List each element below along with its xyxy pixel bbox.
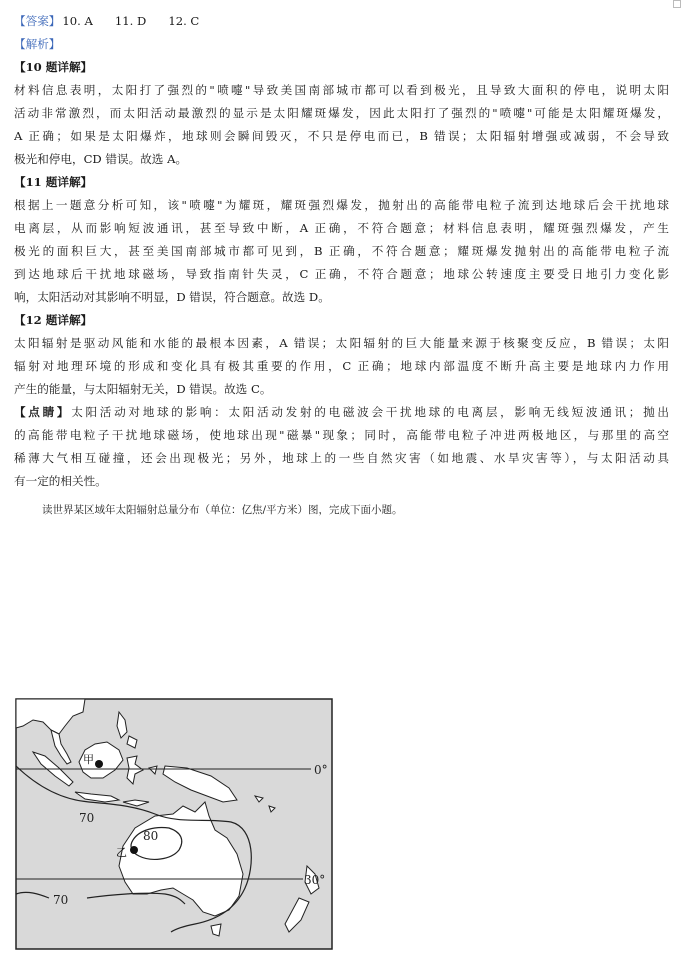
q11-line: 到达地球后干扰地球磁场，导致指南针失灵，C 正确，不符合题意；地球公转速度主要受日地引力变化影: [14, 267, 669, 281]
tips-line: 稀薄大气相互碰撞，还会出现极光；另外，地球上的一些自然灾害（如地震、水旱灾害等），与太阳活动具: [14, 451, 669, 465]
q10-line: A 正确；如果是太阳爆炸，地球则会瞬间毁灭，不只是停电而已，B 错误；太阳辐射增强或减弱，不会导致: [14, 129, 669, 143]
q12-line: 太阳辐射是驱动风能和水能的最根本因素，A 错误；太阳辐射的巨大能量来源于核聚变反应，B 错误；太阳: [14, 336, 669, 350]
tips-line: 的高能带电粒子干扰地球磁场，使地球出现"磁暴"现象；同时，高能带电粒子冲进两极地区，与那里的高空: [14, 428, 669, 442]
q11-line: 根据上一题意分析可知，该"喷嚏"为耀斑，耀斑强烈爆发，抛射出的高能带电粒子流到达地球后会干扰地球: [14, 198, 669, 212]
answer-label: 【答案】: [14, 14, 61, 28]
q11-title: 【11 题详解】: [14, 175, 93, 189]
isoline-label-80: 80: [143, 829, 159, 843]
isoline-label-70-north: 70: [79, 811, 95, 825]
tips-paragraph: [14, 401, 669, 493]
analysis-label: 【解析】: [14, 37, 61, 51]
tips-text: 太阳活动对地球的影响：太阳活动发射的电磁波会干扰地球的电离层，影响无线短波通讯；抛出: [71, 405, 669, 419]
document-page: [14, 10, 669, 522]
point-jia-label: 甲: [83, 753, 94, 766]
q10-title: 【10 题详解】: [14, 60, 93, 74]
answer-12: 12. C: [168, 14, 200, 28]
q10-line: 活动非常激烈，而太阳活动最激烈的显示是太阳耀斑爆发，因此太阳打了强烈的"喷嚏"可能是太阳耀斑爆发，: [14, 106, 669, 120]
q12-paragraph: [14, 332, 669, 401]
q11-line: 电离层，从而影响短波通讯，甚至导致中断，A 正确，不符合题意；材料信息表明，耀斑强烈爆发，产生: [14, 221, 669, 235]
answer-10: 10. A: [62, 14, 93, 28]
answer-line: [14, 10, 669, 33]
q10-line: 材料信息表明，太阳打了强烈的"喷嚏"导致美国南部城市都可以看到极光，且导致大面积的停电，说明太阳: [14, 83, 669, 97]
lat-label-30: 30°: [304, 873, 326, 887]
lat-label-0: 0°: [314, 763, 328, 777]
tips-label: 【点睛】: [14, 405, 72, 419]
q10-paragraph: [14, 79, 669, 171]
q12-line: 产生的能量，与太阳辐射无关，D 错误。故选 C。: [14, 382, 272, 396]
q10-line: 极光和停电，CD 错误。故选 A。: [14, 152, 188, 166]
tips-line: [14, 401, 669, 424]
point-yi-marker: [130, 846, 138, 854]
map-svg: [15, 698, 333, 950]
point-jia-marker: [95, 760, 103, 768]
q11-paragraph: [14, 194, 669, 309]
point-yi-label: 乙: [116, 846, 127, 859]
isoline-label-70-south: 70: [53, 893, 69, 907]
q12-title: 【12 题详解】: [14, 313, 93, 327]
solar-radiation-map: [15, 698, 333, 950]
page-corner-mark: [673, 0, 681, 8]
question-intro: 读世界某区域年太阳辐射总量分布（单位：亿焦/平方米）图，完成下面小题。: [42, 504, 403, 516]
q12-line: 辐射对地理环境的形成和变化具有极其重要的作用，C 正确；地球内部温度不断升高主要是地球内力作用: [14, 359, 669, 373]
q11-line: 响，太阳活动对其影响不明显，D 错误，符合题意。故选 D。: [14, 290, 330, 304]
tips-line: 有一定的相关性。: [14, 474, 107, 488]
answer-11: 11. D: [114, 14, 147, 28]
q11-line: 极光的面积巨大，甚至美国南部城市都可见到，B 正确，不符合题意；耀斑爆发抛射出的高能带电粒子流: [14, 244, 669, 258]
